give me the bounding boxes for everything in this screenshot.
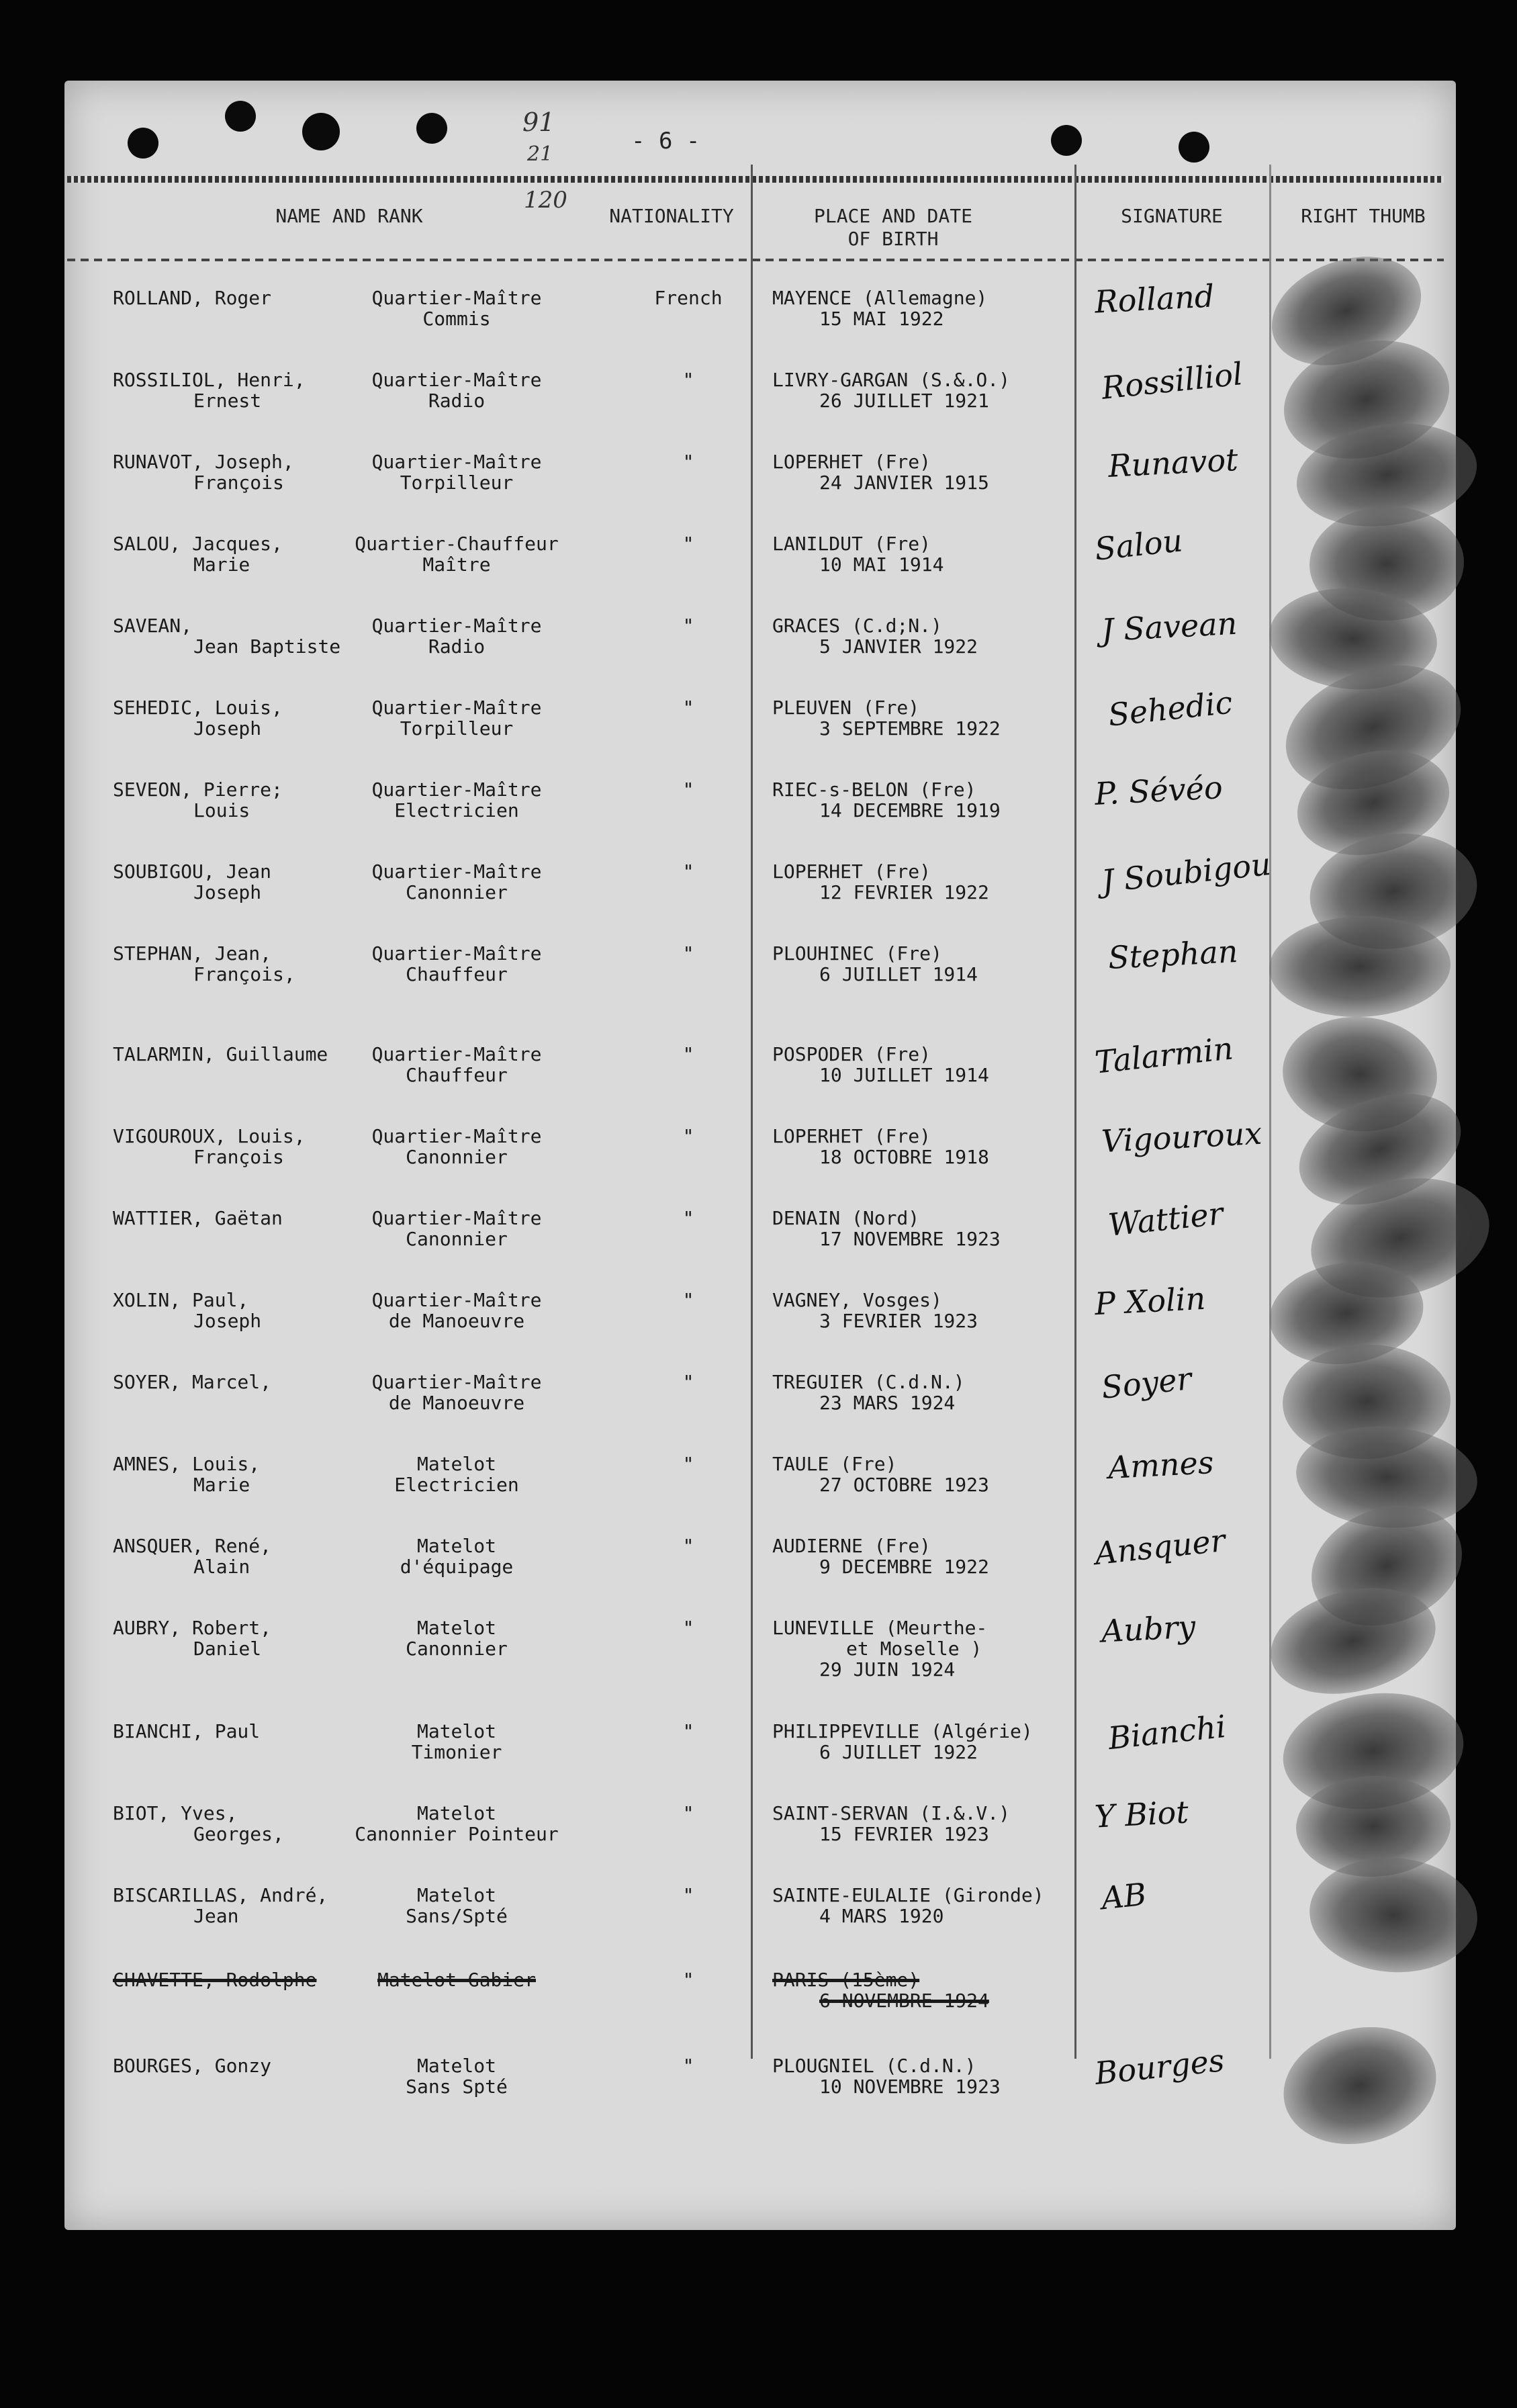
crew-rank (316, 1372, 598, 1413)
crew-name-line2: Georges, (193, 1823, 284, 1845)
crew-rank-line2: d'équipage (400, 1556, 514, 1578)
punch-hole (416, 113, 447, 144)
crew-name-line1: AUBRY, Robert, (113, 1617, 272, 1639)
handwritten-signature: Rolland (1093, 277, 1215, 320)
crew-name-line1: STEPHAN, Jean, (113, 942, 272, 965)
crew-nationality: " (682, 533, 694, 555)
crew-name (113, 451, 294, 493)
handwritten-signature: Wattier (1106, 1195, 1225, 1243)
crew-birth (772, 287, 1088, 329)
handwritten-signature: Y Biot (1093, 1793, 1190, 1835)
handwritten-signature: Aubry (1100, 1608, 1197, 1650)
crew-nationality: " (682, 1802, 694, 1824)
birth-place: SAINTE-EULALIE (Gironde) (772, 1884, 1044, 1906)
header-rule (67, 176, 1444, 183)
crew-rank-line2: Torpilleur (400, 717, 514, 740)
header-name-rank: NAME AND RANK (275, 205, 423, 227)
crew-rank (316, 1617, 598, 1659)
birth-place: LOPERHET (Fre) (772, 451, 931, 473)
crew-rank (316, 1208, 598, 1249)
birth-place-line2: et Moselle ) (846, 1638, 982, 1660)
crew-name-line2: Alain (193, 1556, 250, 1578)
crew-rank-line2: Sans Spté (406, 2076, 508, 2098)
margin-note: 91 (522, 107, 555, 137)
handwritten-signature: Amnes (1107, 1443, 1215, 1486)
crew-name-line2: Daniel (193, 1638, 262, 1660)
crew-rank-line1: Quartier-Chauffeur (355, 533, 559, 555)
crew-name-line2: Jean Baptiste (193, 635, 341, 658)
crew-name (113, 1208, 283, 1229)
crew-nationality: " (682, 1125, 694, 1147)
column-divider (1269, 165, 1271, 2059)
birth-place: SAINT-SERVAN (I.&.V.) (772, 1802, 1011, 1824)
birth-date: 5 JANVIER 1922 (819, 635, 978, 658)
birth-place: AUDIERNE (Fre) (772, 1535, 931, 1557)
birth-date: 14 DECEMBRE 1919 (819, 799, 1001, 821)
crew-rank-line2: Radio (428, 390, 486, 412)
crew-name-line1: SOUBIGOU, Jean (113, 860, 272, 883)
crew-rank-line1: Matelot (416, 1720, 496, 1742)
crew-name-line2: François (193, 1146, 284, 1168)
birth-date: 23 MARS 1924 (819, 1392, 956, 1414)
crew-nationality: " (682, 1617, 694, 1639)
birth-date: 29 JUIN 1924 (819, 1658, 956, 1681)
crew-birth (772, 1044, 1088, 1085)
column-divider (751, 165, 753, 2059)
crew-rank-line1: Quartier-Maître (371, 860, 542, 883)
birth-place: RIEC-s-BELON (Fre) (772, 778, 976, 801)
crew-nationality: " (682, 942, 694, 965)
crew-name-line1: RUNAVOT, Joseph, (113, 451, 294, 473)
birth-date: 15 MAI 1922 (819, 308, 944, 330)
crew-rank (316, 1044, 598, 1085)
handwritten-signature: Bourges (1093, 2042, 1226, 2092)
crew-birth (772, 1803, 1088, 1844)
punch-hole (302, 113, 340, 150)
crew-nationality: " (682, 1207, 694, 1229)
handwritten-signature: P. Sévéo (1093, 769, 1224, 812)
crew-rank-line2: Electricien (394, 799, 519, 821)
crew-name-line1: ANSQUER, René, (113, 1535, 272, 1557)
crew-name (113, 943, 295, 985)
crew-rank-line1: Matelot (416, 1884, 496, 1906)
crew-name-line1: BISCARILLAS, André, (113, 1884, 328, 1906)
handwritten-signature: J Soubigou (1099, 845, 1273, 900)
birth-date: 12 FEVRIER 1922 (819, 881, 989, 903)
crew-rank-line2: Canonnier (406, 881, 508, 903)
crew-rank-line1: Quartier-Maître (371, 451, 542, 473)
crew-rank-line2: Canonnier (406, 1638, 508, 1660)
crew-name-line1: SALOU, Jacques, (113, 533, 283, 555)
crew-name-line2: Louis (193, 799, 250, 821)
header-dashed-rule (67, 259, 1444, 261)
crew-name-line1: SAVEAN, (113, 615, 193, 637)
crew-rank-line1: Matelot (416, 2055, 496, 2077)
birth-place: LOPERHET (Fre) (772, 860, 931, 883)
birth-place: LOPERHET (Fre) (772, 1125, 931, 1147)
crew-name (113, 369, 306, 411)
crew-name (113, 533, 283, 575)
birth-place: DENAIN (Nord) (772, 1207, 920, 1229)
crew-rank-line2: Torpilleur (400, 472, 514, 494)
crew-rank-line1: Quartier-Maître (371, 1289, 542, 1311)
margin-note: 120 (524, 187, 567, 214)
crew-nationality: " (682, 1289, 694, 1311)
crew-name (113, 2055, 271, 2076)
crew-name-line1: SEHEDIC, Louis, (113, 697, 283, 719)
crew-name (113, 1617, 271, 1659)
crew-rank-line1: Quartier-Maître (371, 615, 542, 637)
crew-nationality: " (682, 697, 694, 719)
crew-rank-line1: Quartier-Maître (371, 697, 542, 719)
crew-name-line1: AMNES, Louis, (113, 1453, 261, 1475)
crew-rank (316, 697, 598, 739)
crew-rank (316, 533, 598, 575)
birth-place: LIVRY-GARGAN (S.&.O.) (772, 369, 1011, 391)
crew-rank-line2: Sans/Spté (406, 1905, 508, 1927)
crew-nationality: " (682, 1043, 694, 1065)
crew-name-line1: ROSSILIOL, Henri, (113, 369, 306, 391)
header-nationality: NATIONALITY (609, 205, 734, 227)
crew-name-line1: VIGOUROUX, Louis, (113, 1125, 306, 1147)
birth-date: 6 JUILLET 1914 (819, 963, 978, 985)
crew-nationality: " (682, 2055, 694, 2077)
crew-name (113, 1885, 328, 1926)
crew-rank (316, 369, 598, 411)
crew-birth (772, 779, 1088, 821)
crew-name (113, 287, 271, 308)
crew-rank-line1: Quartier-Maître (371, 287, 542, 309)
crew-rank-line2: Chauffeur (406, 963, 508, 985)
punch-hole (1051, 125, 1082, 156)
handwritten-signature: AB (1099, 1875, 1148, 1917)
margin-note: 21 (527, 142, 553, 166)
birth-place: POSPODER (Fre) (772, 1043, 931, 1065)
crew-rank (316, 1454, 598, 1495)
handwritten-signature: Sehedic (1106, 684, 1234, 733)
crew-rank (316, 779, 598, 821)
crew-rank (316, 1290, 598, 1331)
crew-birth (772, 615, 1088, 657)
crew-rank-line1: Quartier-Maître (371, 778, 542, 801)
crew-rank (316, 943, 598, 985)
crew-name (113, 1721, 260, 1742)
birth-date: 10 MAI 1914 (819, 553, 944, 576)
crew-rank-line2: Timonier (411, 1741, 502, 1763)
crew-rank-line2: Canonnier Pointeur (355, 1823, 559, 1845)
birth-date: 6 JUILLET 1922 (819, 1741, 978, 1763)
crew-birth (772, 1290, 1088, 1331)
birth-date: 27 OCTOBRE 1923 (819, 1474, 989, 1496)
crew-rank-line1: Quartier-Maître (371, 942, 542, 965)
crew-birth (772, 1617, 1088, 1680)
crew-nationality: " (682, 860, 694, 883)
crew-rank-line1: Quartier-Maître (371, 1043, 542, 1065)
crew-nationality: " (682, 1453, 694, 1475)
crew-birth (772, 697, 1088, 739)
crew-name (113, 1372, 271, 1392)
crew-name-line1: BIOT, Yves, (113, 1802, 238, 1824)
crew-name-line2: François, (193, 963, 295, 985)
crew-rank (316, 1535, 598, 1577)
crew-rank-line1: Matelot (416, 1453, 496, 1475)
crew-birth (772, 1721, 1088, 1763)
crew-rank-line2: Electricien (394, 1474, 519, 1496)
crew-name (113, 1803, 284, 1844)
birth-date: 3 FEVRIER 1923 (819, 1310, 978, 1332)
handwritten-signature: P Xolin (1093, 1280, 1207, 1323)
crew-name (113, 1290, 261, 1331)
birth-place: PLEUVEN (Fre) (772, 697, 920, 719)
crew-name (113, 697, 283, 739)
handwritten-signature: Bianchi (1106, 1707, 1228, 1757)
birth-place: PARIS (15ème) (772, 1969, 920, 1991)
birth-place: TREGUIER (C.d.N.) (772, 1371, 965, 1393)
crew-rank (316, 861, 598, 903)
crew-rank-line1: Matelot (416, 1802, 496, 1824)
crew-birth (772, 1372, 1088, 1413)
crew-name-line1: BOURGES, Gonzy (113, 2055, 272, 2077)
crew-name (113, 1126, 306, 1167)
header-signature: SIGNATURE (1121, 205, 1223, 227)
crew-birth (772, 861, 1088, 903)
column-divider (1074, 165, 1076, 2059)
crew-name (113, 1535, 271, 1577)
birth-date: 4 MARS 1920 (819, 1905, 944, 1927)
crew-rank (316, 1803, 598, 1844)
crew-birth (772, 1969, 1088, 2011)
birth-date: 17 NOVEMBRE 1923 (819, 1228, 1001, 1250)
crew-rank-line2: Radio (428, 635, 486, 658)
crew-name (113, 779, 283, 821)
birth-date: 15 FEVRIER 1923 (819, 1823, 989, 1845)
crew-rank-line1: Quartier-Maître (371, 1207, 542, 1229)
birth-place: GRACES (C.d;N.) (772, 615, 942, 637)
crew-name-line1: WATTIER, Gaëtan (113, 1207, 283, 1229)
crew-rank (316, 1969, 598, 1990)
handwritten-signature: Rossilliol (1099, 355, 1245, 406)
crew-rank-line2: Canonnier (406, 1228, 508, 1250)
crew-rank (316, 1126, 598, 1167)
crew-name-line1: TALARMIN, Guillaume (113, 1043, 328, 1065)
birth-date: 6 NOVEMBRE 1924 (819, 1990, 989, 2012)
crew-nationality: " (682, 1720, 694, 1742)
crew-rank-line2: Commis (422, 308, 491, 330)
crew-name-line1: XOLIN, Paul, (113, 1289, 249, 1311)
crew-name (113, 861, 271, 903)
crew-rank (316, 1721, 598, 1763)
birth-place: TAULE (Fre) (772, 1453, 897, 1475)
birth-date: 24 JANVIER 1915 (819, 472, 989, 494)
crew-birth (772, 1885, 1088, 1926)
crew-name-line2: Joseph (193, 717, 262, 740)
birth-place: LANILDUT (Fre) (772, 533, 931, 555)
page-number: - 6 - (631, 128, 700, 154)
birth-date: 3 SEPTEMBRE 1922 (819, 717, 1001, 740)
crew-name-line1: CHAVETTE, Rodolphe (113, 1969, 317, 1991)
birth-date: 9 DECEMBRE 1922 (819, 1556, 989, 1578)
crew-name-line2: Jean (193, 1905, 239, 1927)
punch-hole (225, 101, 256, 132)
crew-birth (772, 943, 1088, 985)
crew-name-line1: SOYER, Marcel, (113, 1371, 272, 1393)
birth-place: MAYENCE (Allemagne) (772, 287, 988, 309)
handwritten-signature: Vigouroux (1100, 1114, 1263, 1160)
crew-rank-line2: de Manoeuvre (388, 1392, 525, 1414)
header-right-thumb: RIGHT THUMB (1301, 205, 1426, 227)
crew-rank (316, 615, 598, 657)
crew-birth (772, 451, 1088, 493)
crew-rank (316, 287, 598, 329)
header-place-line1: PLACE AND DATE (813, 205, 972, 227)
crew-rank-line2: Canonnier (406, 1146, 508, 1168)
birth-place: VAGNEY, Vosges) (772, 1289, 942, 1311)
crew-rank-line1: Quartier-Maître (371, 369, 542, 391)
crew-name (113, 1044, 328, 1065)
crew-nationality: " (682, 1535, 694, 1557)
birth-place: PLOUGNIEL (C.d.N.) (772, 2055, 976, 2077)
crew-birth (772, 1126, 1088, 1167)
crew-nationality: " (682, 615, 694, 637)
crew-nationality: " (682, 1884, 694, 1906)
handwritten-signature: Talarmin (1093, 1030, 1235, 1081)
crew-rank-line1: Matelot Gabier (377, 1969, 536, 1991)
crew-name-line2: Joseph (193, 881, 262, 903)
birth-date: 10 NOVEMBRE 1923 (819, 2076, 1001, 2098)
crew-birth (772, 533, 1088, 575)
crew-rank-line2: de Manoeuvre (388, 1310, 525, 1332)
crew-name-line2: Joseph (193, 1310, 262, 1332)
crew-nationality: French (654, 287, 723, 309)
crew-birth (772, 369, 1088, 411)
crew-rank-line1: Matelot (416, 1617, 496, 1639)
crew-name-line1: BIANCHI, Paul (113, 1720, 261, 1742)
crew-name (113, 1969, 316, 1990)
crew-rank (316, 2055, 598, 2097)
crew-birth (772, 2055, 1088, 2097)
birth-date: 26 JUILLET 1921 (819, 390, 989, 412)
punch-hole (1179, 132, 1209, 163)
handwritten-signature: Soyer (1099, 1360, 1193, 1406)
crew-nationality: " (682, 369, 694, 391)
header-place-line2: OF BIRTH (847, 228, 939, 250)
crew-name-line2: Marie (193, 553, 250, 576)
crew-rank (316, 1885, 598, 1926)
crew-rank-line2: Maître (422, 553, 491, 576)
handwritten-signature: Stephan (1107, 932, 1239, 977)
crew-rank-line1: Quartier-Maître (371, 1371, 542, 1393)
crew-nationality: " (682, 1371, 694, 1393)
header-place-birth (786, 205, 1001, 251)
crew-name-line2: Marie (193, 1474, 250, 1496)
handwritten-signature: Ansquer (1093, 1521, 1228, 1572)
handwritten-signature: Salou (1093, 522, 1185, 568)
birth-place: PLOUHINEC (Fre) (772, 942, 942, 965)
crew-name-line1: SEVEON, Pierre; (113, 778, 283, 801)
birth-place: PHILIPPEVILLE (Algérie) (772, 1720, 1033, 1742)
birth-date: 18 OCTOBRE 1918 (819, 1146, 989, 1168)
crew-rank-line1: Quartier-Maître (371, 1125, 542, 1147)
crew-nationality: " (682, 1969, 694, 1991)
birth-date: 10 JUILLET 1914 (819, 1064, 989, 1086)
crew-birth (772, 1454, 1088, 1495)
crew-rank-line1: Matelot (416, 1535, 496, 1557)
crew-name (113, 615, 340, 657)
crew-nationality: " (682, 451, 694, 473)
crew-name-line1: ROLLAND, Roger (113, 287, 272, 309)
birth-place: LUNEVILLE (Meurthe- (772, 1617, 988, 1639)
crew-name-line2: Ernest (193, 390, 262, 412)
handwritten-signature: Runavot (1107, 441, 1239, 485)
crew-nationality: " (682, 778, 694, 801)
crew-name (113, 1454, 260, 1495)
crew-birth (772, 1208, 1088, 1249)
handwritten-signature: J Savean (1100, 605, 1238, 649)
crew-rank (316, 451, 598, 493)
crew-name-line2: François (193, 472, 284, 494)
punch-hole (128, 128, 158, 159)
crew-birth (772, 1535, 1088, 1577)
crew-rank-line2: Chauffeur (406, 1064, 508, 1086)
